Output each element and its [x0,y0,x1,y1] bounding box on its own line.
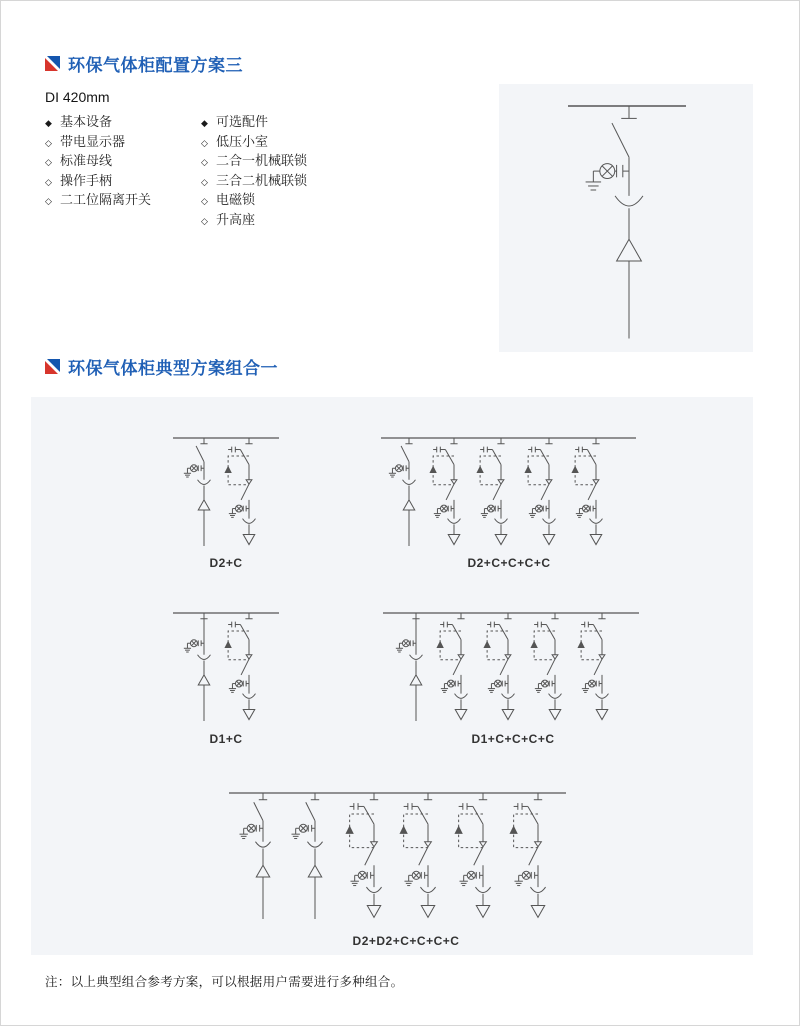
combination-diagram [229,793,566,948]
combination-diagram [381,438,636,570]
unit-C [484,613,514,720]
section1-title: 环保气体柜配置方案三 [68,56,243,75]
unit-D2 [291,793,322,919]
list-item: ◇ 二工位隔离开关 [45,191,151,211]
hollow-diamond-icon: ◇ [45,157,52,168]
dimension-label: DI 420mm [45,89,110,105]
combination-label: D2+D2+C+C+C+C [352,934,460,948]
footnote: 注：以上典型组合参考方案，可以根据用户需要进行多种组合。 [45,975,404,989]
section2-title-row [45,354,278,379]
combination-label: D2+C+C+C+C [467,556,551,570]
optional-accessories-list [201,113,307,231]
unit-C [531,613,561,720]
unit-D2 [586,106,643,339]
scheme3-single-line-diagram [499,84,753,352]
hollow-diamond-icon: ◇ [201,215,208,226]
unit-C [346,793,381,917]
section-marker-icon [45,56,60,71]
hollow-diamond-icon: ◇ [201,176,208,187]
unit-C [578,613,608,720]
hollow-diamond-icon: ◇ [201,196,208,207]
unit-D2 [184,438,211,546]
unit-D1 [396,613,423,721]
list-item: ◇ 低压小室 [201,133,307,153]
unit-D2 [239,793,270,919]
section2-title: 环保气体柜典型方案组合一 [68,359,278,378]
hollow-diamond-icon: ◇ [45,176,52,187]
unit-C [225,438,255,545]
unit-C [510,793,545,917]
list-item: ◇ 电磁锁 [201,191,307,211]
unit-C [400,793,435,917]
combination-label: D1+C+C+C+C [471,732,555,746]
list-item: ◇ 带电显示器 [45,133,151,153]
combinations-panel [31,397,753,955]
list-item: ◇ 二合一机械联锁 [201,152,307,172]
hollow-diamond-icon: ◇ [201,157,208,168]
combination-label: D2+C [209,556,243,570]
unit-C [572,438,602,545]
scheme3-diagram-panel [499,84,753,352]
unit-C [437,613,467,720]
list-header: ◆ 可选配件 [201,113,307,133]
combination-diagram [173,613,279,746]
hollow-diamond-icon: ◇ [201,137,208,148]
combination-diagram [383,613,639,746]
unit-D2 [389,438,416,546]
basic-equipment-list [45,113,151,211]
combination-diagrams [31,397,753,955]
list-item: ◇ 三合二机械联锁 [201,172,307,192]
unit-C [430,438,460,545]
section-marker-icon [45,359,60,374]
unit-C [225,613,255,720]
section1-title-row [45,51,243,76]
hollow-diamond-icon: ◇ [45,137,52,148]
unit-C [477,438,507,545]
list-item: ◇ 标准母线 [45,152,151,172]
solid-diamond-icon: ◆ [45,118,52,128]
combination-label: D1+C [209,732,243,746]
list-header: ◆ 基本设备 [45,113,151,133]
list-item: ◇ 操作手柄 [45,172,151,192]
solid-diamond-icon: ◆ [201,118,208,128]
list-item: ◇ 升高座 [201,211,307,231]
hollow-diamond-icon: ◇ [45,196,52,207]
unit-C [455,793,490,917]
combination-diagram [173,438,279,570]
unit-D1 [184,613,211,721]
unit-C [525,438,555,545]
